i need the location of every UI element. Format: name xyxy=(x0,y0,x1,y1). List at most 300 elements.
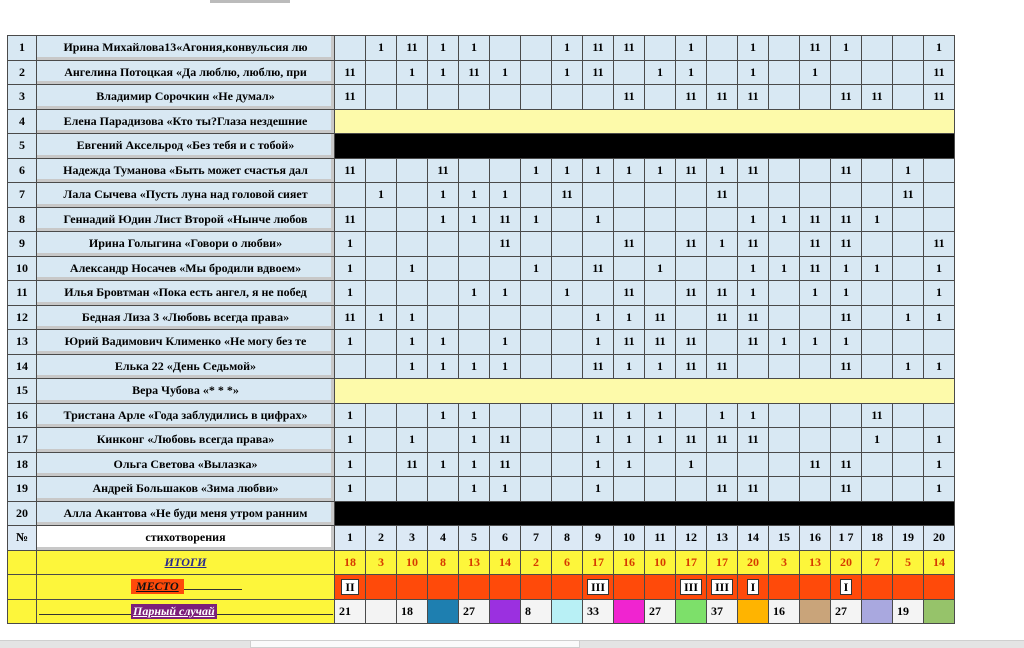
vote-cell[interactable]: 11 xyxy=(428,158,459,183)
vote-cell[interactable] xyxy=(800,158,831,183)
vote-cell[interactable] xyxy=(552,305,583,330)
vote-cell[interactable] xyxy=(707,452,738,477)
vote-cell[interactable]: 1 xyxy=(521,207,552,232)
place-cell[interactable] xyxy=(800,575,831,600)
vote-cell[interactable] xyxy=(738,354,769,379)
vote-cell[interactable]: 11 xyxy=(459,60,490,85)
vote-cell[interactable] xyxy=(707,330,738,355)
vote-cell[interactable] xyxy=(366,158,397,183)
row-number[interactable]: 20 xyxy=(8,501,37,526)
vote-cell[interactable]: 1 xyxy=(335,452,366,477)
row-number[interactable]: 13 xyxy=(8,330,37,355)
vote-cell[interactable]: 11 xyxy=(862,85,893,110)
vote-cell[interactable]: 1 xyxy=(893,158,924,183)
vote-cell[interactable]: 1 xyxy=(583,305,614,330)
pair-value[interactable]: 21 xyxy=(335,599,366,624)
vote-cell[interactable]: 1 xyxy=(459,452,490,477)
vote-cell[interactable]: 11 xyxy=(335,305,366,330)
vote-cell[interactable] xyxy=(428,281,459,306)
vote-cell[interactable]: 11 xyxy=(583,60,614,85)
vote-cell[interactable] xyxy=(893,85,924,110)
vote-cell[interactable] xyxy=(707,60,738,85)
vote-cell[interactable] xyxy=(893,477,924,502)
vote-cell[interactable] xyxy=(862,330,893,355)
pair-value[interactable]: 8 xyxy=(521,599,552,624)
vote-cell[interactable]: 11 xyxy=(676,158,707,183)
vote-cell[interactable]: 11 xyxy=(614,36,645,61)
vote-cell[interactable] xyxy=(552,452,583,477)
vote-cell[interactable] xyxy=(924,207,955,232)
vote-cell[interactable]: 11 xyxy=(707,477,738,502)
vote-cell[interactable]: 1 xyxy=(428,330,459,355)
vote-cell[interactable] xyxy=(769,354,800,379)
vote-cell[interactable]: 1 xyxy=(335,403,366,428)
bottom-scrollbar[interactable] xyxy=(0,640,1024,648)
vote-cell[interactable]: 1 xyxy=(335,428,366,453)
vote-cell[interactable]: 11 xyxy=(738,330,769,355)
vote-cell[interactable] xyxy=(366,207,397,232)
vote-cell[interactable] xyxy=(366,452,397,477)
vote-cell[interactable]: 11 xyxy=(738,305,769,330)
row-number[interactable]: 1 xyxy=(8,36,37,61)
vote-cell[interactable]: 1 xyxy=(738,60,769,85)
row-number[interactable]: 9 xyxy=(8,232,37,257)
row-number[interactable]: 16 xyxy=(8,403,37,428)
vote-cell[interactable] xyxy=(552,330,583,355)
vote-cell[interactable]: 1 xyxy=(645,158,676,183)
vote-cell[interactable] xyxy=(769,36,800,61)
vote-cell[interactable] xyxy=(521,354,552,379)
vote-cell[interactable] xyxy=(552,428,583,453)
vote-cell[interactable]: 1 xyxy=(645,256,676,281)
vote-cell[interactable]: 11 xyxy=(800,232,831,257)
vote-cell[interactable] xyxy=(552,232,583,257)
row-number[interactable]: 14 xyxy=(8,354,37,379)
row-number[interactable]: 15 xyxy=(8,379,37,404)
row-number[interactable]: 10 xyxy=(8,256,37,281)
vote-cell[interactable] xyxy=(676,403,707,428)
vote-cell[interactable] xyxy=(614,207,645,232)
vote-cell[interactable]: 1 xyxy=(924,452,955,477)
vote-cell[interactable] xyxy=(552,354,583,379)
vote-cell[interactable]: 1 xyxy=(707,232,738,257)
vote-cell[interactable]: 1 xyxy=(614,403,645,428)
vote-cell[interactable] xyxy=(769,85,800,110)
vote-cell[interactable]: 11 xyxy=(800,207,831,232)
vote-cell[interactable]: 1 xyxy=(924,428,955,453)
vote-cell[interactable]: 11 xyxy=(614,232,645,257)
vote-cell[interactable]: 1 xyxy=(366,36,397,61)
vote-cell[interactable]: 1 xyxy=(583,158,614,183)
vote-cell[interactable] xyxy=(862,183,893,208)
vote-cell[interactable] xyxy=(645,207,676,232)
vote-cell[interactable]: 1 xyxy=(862,256,893,281)
vote-cell[interactable]: 11 xyxy=(924,85,955,110)
vote-cell[interactable]: 11 xyxy=(831,452,862,477)
vote-cell[interactable]: 11 xyxy=(707,305,738,330)
participant-name[interactable]: Кинконг «Любовь всегда права» xyxy=(37,428,335,453)
vote-cell[interactable]: 11 xyxy=(738,477,769,502)
place-cell[interactable] xyxy=(769,575,800,600)
participant-name[interactable]: Надежда Туманова «Быть может счастья дал xyxy=(37,158,335,183)
vote-cell[interactable]: 11 xyxy=(335,207,366,232)
vote-cell[interactable]: 1 xyxy=(676,452,707,477)
place-cell[interactable] xyxy=(831,575,862,600)
vote-cell[interactable] xyxy=(862,36,893,61)
vote-cell[interactable] xyxy=(428,477,459,502)
vote-cell[interactable]: 1 xyxy=(676,60,707,85)
pair-value[interactable]: 27 xyxy=(831,599,862,624)
vote-cell[interactable]: 1 xyxy=(862,207,893,232)
vote-cell[interactable] xyxy=(521,183,552,208)
total-value[interactable]: 5 xyxy=(893,550,924,575)
vote-cell[interactable]: 1 xyxy=(521,256,552,281)
vote-cell[interactable] xyxy=(862,452,893,477)
vote-cell[interactable] xyxy=(738,183,769,208)
vote-cell[interactable]: 1 xyxy=(459,281,490,306)
row-number[interactable]: 7 xyxy=(8,183,37,208)
vote-cell[interactable] xyxy=(862,60,893,85)
vote-cell[interactable]: 1 xyxy=(459,477,490,502)
participant-name[interactable]: Тристана Арле «Года заблудились в цифрах» xyxy=(37,403,335,428)
pair-value[interactable]: 18 xyxy=(397,599,428,624)
vote-cell[interactable]: 11 xyxy=(397,452,428,477)
vote-cell-span[interactable] xyxy=(335,134,955,159)
vote-cell[interactable]: 11 xyxy=(707,354,738,379)
vote-cell[interactable] xyxy=(521,477,552,502)
vote-cell-span[interactable] xyxy=(335,379,955,404)
vote-cell[interactable] xyxy=(769,60,800,85)
participant-name[interactable]: Елька 22 «День Седьмой» xyxy=(37,354,335,379)
vote-cell[interactable] xyxy=(831,403,862,428)
vote-cell[interactable] xyxy=(521,281,552,306)
vote-cell[interactable] xyxy=(583,183,614,208)
vote-cell[interactable] xyxy=(521,452,552,477)
pair-value[interactable]: 27 xyxy=(459,599,490,624)
total-value[interactable]: 10 xyxy=(397,550,428,575)
vote-cell[interactable]: 1 xyxy=(490,477,521,502)
vote-cell[interactable] xyxy=(521,232,552,257)
vote-cell[interactable]: 11 xyxy=(831,305,862,330)
vote-cell[interactable]: 11 xyxy=(583,354,614,379)
vote-cell[interactable]: 1 xyxy=(924,281,955,306)
vote-cell[interactable] xyxy=(614,60,645,85)
place-cell[interactable] xyxy=(397,575,428,600)
vote-cell[interactable]: 11 xyxy=(924,232,955,257)
vote-cell[interactable] xyxy=(769,428,800,453)
row-number[interactable]: 11 xyxy=(8,281,37,306)
vote-cell[interactable] xyxy=(676,305,707,330)
vote-cell[interactable] xyxy=(366,354,397,379)
row-number[interactable]: 8 xyxy=(8,207,37,232)
vote-cell[interactable] xyxy=(428,428,459,453)
vote-cell[interactable] xyxy=(676,477,707,502)
total-value[interactable]: 3 xyxy=(366,550,397,575)
vote-cell[interactable]: 1 xyxy=(645,428,676,453)
vote-cell[interactable]: 11 xyxy=(831,85,862,110)
vote-cell[interactable] xyxy=(583,281,614,306)
row-number[interactable]: 5 xyxy=(8,134,37,159)
place-cell[interactable] xyxy=(583,575,614,600)
vote-cell[interactable]: 1 xyxy=(769,256,800,281)
vote-cell[interactable] xyxy=(893,232,924,257)
vote-cell[interactable]: 11 xyxy=(676,428,707,453)
vote-cell[interactable] xyxy=(459,330,490,355)
vote-cell[interactable] xyxy=(862,354,893,379)
vote-cell[interactable] xyxy=(459,158,490,183)
vote-cell[interactable]: 1 xyxy=(831,256,862,281)
vote-cell[interactable]: 1 xyxy=(335,477,366,502)
vote-cell[interactable]: 11 xyxy=(893,183,924,208)
vote-cell[interactable] xyxy=(490,256,521,281)
vote-cell[interactable]: 11 xyxy=(552,183,583,208)
row-number[interactable]: 17 xyxy=(8,428,37,453)
vote-cell[interactable] xyxy=(614,477,645,502)
vote-cell[interactable]: 11 xyxy=(676,85,707,110)
total-value[interactable]: 6 xyxy=(552,550,583,575)
vote-cell[interactable]: 1 xyxy=(614,305,645,330)
vote-cell[interactable]: 1 xyxy=(893,354,924,379)
total-value[interactable]: 20 xyxy=(831,550,862,575)
vote-cell[interactable]: 11 xyxy=(583,403,614,428)
total-value[interactable]: 3 xyxy=(769,550,800,575)
vote-cell[interactable] xyxy=(459,85,490,110)
vote-cell[interactable] xyxy=(459,256,490,281)
vote-cell[interactable]: 1 xyxy=(738,403,769,428)
vote-cell[interactable]: 1 xyxy=(738,256,769,281)
vote-cell[interactable]: 1 xyxy=(924,354,955,379)
vote-cell[interactable] xyxy=(366,330,397,355)
vote-cell[interactable]: 1 xyxy=(459,428,490,453)
vote-cell[interactable]: 1 xyxy=(459,183,490,208)
vote-cell[interactable]: 1 xyxy=(428,403,459,428)
vote-cell[interactable]: 1 xyxy=(490,183,521,208)
vote-cell[interactable]: 1 xyxy=(583,207,614,232)
vote-cell[interactable]: 1 xyxy=(335,330,366,355)
vote-cell[interactable]: 11 xyxy=(831,354,862,379)
vote-cell[interactable] xyxy=(645,281,676,306)
vote-cell[interactable] xyxy=(521,330,552,355)
place-cell[interactable] xyxy=(676,575,707,600)
vote-cell[interactable]: 11 xyxy=(676,281,707,306)
vote-cell[interactable]: 1 xyxy=(397,354,428,379)
vote-cell[interactable] xyxy=(459,305,490,330)
place-cell[interactable] xyxy=(459,575,490,600)
vote-cell[interactable] xyxy=(831,60,862,85)
vote-cell[interactable]: 11 xyxy=(707,428,738,453)
row-number[interactable]: 19 xyxy=(8,477,37,502)
place-cell[interactable] xyxy=(552,575,583,600)
place-cell[interactable] xyxy=(738,575,769,600)
vote-cell[interactable]: 1 xyxy=(397,330,428,355)
participant-name[interactable]: Александр Носачев «Мы бродили вдвоем» xyxy=(37,256,335,281)
vote-cell[interactable]: 1 xyxy=(335,256,366,281)
vote-cell[interactable]: 1 xyxy=(366,183,397,208)
vote-cell[interactable]: 1 xyxy=(428,207,459,232)
vote-cell[interactable] xyxy=(490,36,521,61)
vote-cell[interactable]: 1 xyxy=(614,452,645,477)
pair-value[interactable]: 33 xyxy=(583,599,614,624)
vote-cell[interactable]: 1 xyxy=(459,207,490,232)
total-value[interactable]: 14 xyxy=(490,550,521,575)
vote-cell[interactable] xyxy=(397,183,428,208)
vote-cell[interactable]: 1 xyxy=(924,477,955,502)
place-cell[interactable] xyxy=(645,575,676,600)
participant-name[interactable]: Евгений Аксельрод «Без тебя и с тобой» xyxy=(37,134,335,159)
vote-cell[interactable] xyxy=(707,207,738,232)
vote-cell[interactable] xyxy=(335,183,366,208)
vote-cell[interactable] xyxy=(335,36,366,61)
vote-cell[interactable]: 11 xyxy=(645,330,676,355)
vote-cell[interactable]: 11 xyxy=(335,158,366,183)
place-cell[interactable] xyxy=(924,575,955,600)
vote-cell[interactable]: 1 xyxy=(428,183,459,208)
vote-cell[interactable]: 1 xyxy=(800,281,831,306)
vote-cell[interactable]: 1 xyxy=(707,403,738,428)
vote-cell[interactable]: 11 xyxy=(335,85,366,110)
row-number[interactable]: 3 xyxy=(8,85,37,110)
vote-cell[interactable]: 11 xyxy=(676,330,707,355)
vote-cell[interactable] xyxy=(552,256,583,281)
vote-cell[interactable] xyxy=(831,183,862,208)
vote-cell[interactable] xyxy=(769,183,800,208)
vote-cell[interactable]: 1 xyxy=(800,330,831,355)
vote-cell[interactable] xyxy=(428,85,459,110)
participant-name[interactable]: Андрей Большаков «Зима любви» xyxy=(37,477,335,502)
vote-cell[interactable]: 1 xyxy=(738,281,769,306)
total-value[interactable]: 13 xyxy=(800,550,831,575)
vote-cell[interactable] xyxy=(800,477,831,502)
vote-cell[interactable]: 1 xyxy=(831,330,862,355)
place-cell[interactable] xyxy=(862,575,893,600)
vote-cell[interactable]: 11 xyxy=(490,207,521,232)
vote-cell[interactable] xyxy=(645,452,676,477)
vote-cell[interactable] xyxy=(769,158,800,183)
place-cell[interactable] xyxy=(521,575,552,600)
vote-cell[interactable] xyxy=(645,232,676,257)
vote-cell[interactable]: 1 xyxy=(428,452,459,477)
vote-cell[interactable]: 1 xyxy=(552,158,583,183)
vote-cell[interactable] xyxy=(893,452,924,477)
vote-cell[interactable] xyxy=(800,183,831,208)
vote-cell[interactable] xyxy=(366,281,397,306)
vote-cell[interactable] xyxy=(738,452,769,477)
vote-cell[interactable] xyxy=(645,85,676,110)
vote-cell[interactable] xyxy=(490,158,521,183)
scroll-thumb[interactable] xyxy=(250,641,580,648)
vote-cell[interactable] xyxy=(366,256,397,281)
vote-cell[interactable] xyxy=(614,183,645,208)
pair-value[interactable]: 27 xyxy=(645,599,676,624)
vote-cell[interactable]: 1 xyxy=(397,428,428,453)
vote-cell[interactable]: 1 xyxy=(490,354,521,379)
vote-cell[interactable] xyxy=(924,183,955,208)
vote-cell[interactable] xyxy=(366,232,397,257)
row-number[interactable]: 12 xyxy=(8,305,37,330)
vote-cell[interactable]: 11 xyxy=(676,354,707,379)
vote-cell[interactable]: 11 xyxy=(583,36,614,61)
vote-cell[interactable]: 1 xyxy=(645,403,676,428)
vote-cell[interactable] xyxy=(831,428,862,453)
vote-cell[interactable]: 1 xyxy=(614,158,645,183)
vote-cell[interactable] xyxy=(645,477,676,502)
vote-cell[interactable]: 1 xyxy=(397,60,428,85)
vote-cell[interactable]: 11 xyxy=(614,281,645,306)
vote-cell[interactable] xyxy=(800,354,831,379)
vote-cell[interactable]: 11 xyxy=(676,232,707,257)
place-cell[interactable] xyxy=(366,575,397,600)
vote-cell[interactable]: 1 xyxy=(459,36,490,61)
vote-cell[interactable] xyxy=(552,477,583,502)
vote-cell[interactable]: 11 xyxy=(490,428,521,453)
vote-cell[interactable]: 11 xyxy=(707,85,738,110)
vote-cell[interactable] xyxy=(397,232,428,257)
vote-cell[interactable] xyxy=(490,85,521,110)
vote-cell[interactable]: 1 xyxy=(583,330,614,355)
vote-cell[interactable] xyxy=(366,60,397,85)
participant-name[interactable]: Юрий Вадимович Клименко «Не могу без те xyxy=(37,330,335,355)
participant-name[interactable]: Илья Бровтман «Пока есть ангел, я не побед xyxy=(37,281,335,306)
vote-cell[interactable]: 11 xyxy=(924,60,955,85)
vote-cell[interactable]: 1 xyxy=(893,305,924,330)
vote-cell[interactable]: 11 xyxy=(738,85,769,110)
vote-cell[interactable] xyxy=(614,256,645,281)
place-cell[interactable] xyxy=(335,575,366,600)
vote-cell[interactable]: 1 xyxy=(428,354,459,379)
vote-cell[interactable]: 11 xyxy=(397,36,428,61)
vote-cell[interactable] xyxy=(707,256,738,281)
vote-cell[interactable]: 1 xyxy=(676,36,707,61)
vote-cell[interactable] xyxy=(397,158,428,183)
vote-cell[interactable]: 11 xyxy=(490,452,521,477)
vote-cell[interactable]: 1 xyxy=(521,158,552,183)
total-value[interactable]: 16 xyxy=(614,550,645,575)
vote-cell[interactable]: 1 xyxy=(490,281,521,306)
vote-cell[interactable]: 1 xyxy=(335,281,366,306)
vote-cell[interactable]: 1 xyxy=(490,330,521,355)
total-value[interactable]: 20 xyxy=(738,550,769,575)
participant-name[interactable]: Владимир Сорочкин «Не думал» xyxy=(37,85,335,110)
participant-name[interactable]: Вера Чубова «* * *» xyxy=(37,379,335,404)
participant-name[interactable]: Ангелина Потоцкая «Да люблю, люблю, при xyxy=(37,60,335,85)
vote-cell[interactable]: 11 xyxy=(831,232,862,257)
vote-cell[interactable] xyxy=(645,183,676,208)
vote-cell[interactable]: 1 xyxy=(583,477,614,502)
vote-cell[interactable] xyxy=(583,232,614,257)
vote-cell[interactable] xyxy=(862,281,893,306)
participant-name[interactable]: Ольга Светова «Вылазка» xyxy=(37,452,335,477)
vote-cell[interactable] xyxy=(676,183,707,208)
vote-cell[interactable] xyxy=(366,428,397,453)
vote-cell[interactable]: 1 xyxy=(552,281,583,306)
vote-cell[interactable] xyxy=(800,403,831,428)
vote-cell[interactable] xyxy=(924,330,955,355)
vote-cell[interactable] xyxy=(521,85,552,110)
vote-cell[interactable]: 11 xyxy=(862,403,893,428)
vote-cell[interactable] xyxy=(645,36,676,61)
vote-cell[interactable]: 11 xyxy=(800,36,831,61)
vote-cell[interactable]: 1 xyxy=(831,36,862,61)
vote-cell[interactable]: 11 xyxy=(800,452,831,477)
vote-cell-span[interactable] xyxy=(335,501,955,526)
total-value[interactable]: 13 xyxy=(459,550,490,575)
vote-cell-span[interactable] xyxy=(335,109,955,134)
pair-value[interactable]: 16 xyxy=(769,599,800,624)
vote-cell[interactable]: 1 xyxy=(831,281,862,306)
place-cell[interactable] xyxy=(893,575,924,600)
vote-cell[interactable] xyxy=(583,85,614,110)
vote-cell[interactable] xyxy=(862,305,893,330)
